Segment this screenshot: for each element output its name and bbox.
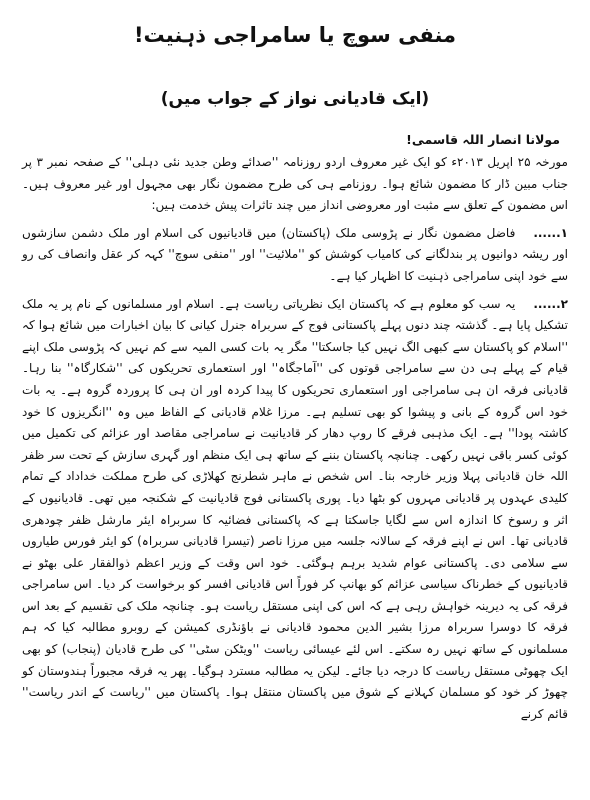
point-number: ۱...... [533, 225, 568, 240]
point-number: ۲...... [533, 296, 568, 311]
article-subtitle: (ایک قادیانی نواز کے جواب میں) [160, 89, 430, 109]
paragraph-text: یہ سب کو معلوم ہے کہ پاکستان ایک نظریاتی ریاست ہے۔ اسلام اور مسلمانوں کے نام پر یہ ملک تشکیل پایا ہے۔ گذشتہ چند دنوں پہلے پاکستانی فوج کے سربراہ جنرل کیانی کا بیان اخبارات میں شائع ہوا کہ ''اسلام کو پاکستان سے کبھی الگ نہیں کیا جاسکتا'' مگر یہ بات کسی المیہ سے کم نہیں کہ پڑوسی ملک اپنے قیام کے پہلے ہی دن سے سامراجی قوتوں کی ''آماجگاہ'' اور استعماری تحریکوں کی ''شکارگاہ'' بنا رہا۔ قادیانی فرقہ ان ہی سامراجی اور استعماری تحریکوں کا پیدا کردہ اور ان ہی کا پروردہ گروہ ہے۔ یہ بات خود اس گروہ کے بانی و پیشوا کو بھی تسلیم ہے۔ مرزا غلام قادیانی کے الفاظ میں وہ ''انگریزوں کا خود کاشتہ پودا'' ہے۔ ایک مذہبی فرقے کا روپ دھار کر قادیانیت نے سامراجی مقاصد اور عزائم کی تکمیل میں کوئی کسر باقی نہیں رکھی۔ چنانچہ پاکستان بننے کے ساتھ ہی ایک منظم اور گہری سازش کے تحت سر ظفر اللہ خان قادیانی پہلا وزیر خارجہ بنا۔ اس شخص نے ماہر شطرنج کھلاڑی کی طرح مملکت خداداد کے تمام کلیدی عہدوں پر قادیانی مہروں کو بٹھا دیا۔ پوری پاکستانی فوج قادیانیت کے شکنجہ میں تھی۔ قادیانیوں کے اثر و رسوخ کا اندازہ اس سے لگایا جاسکتا ہے کہ پاکستانی فضائیہ کا سربراہ ایئر مارشل ظفر چودھری قادیانی تھا۔ اس نے اپنے فرقہ کے سالانہ جلسہ میں مرزا ناصر (تیسرا قادیانی سربراہ) کو ایئر فورس طیاروں سے سلامی دی۔ پاکستانی عوام شدید برہم ہوگئی۔ خود اس وقت کے وزیر اعظم ذوالفقار علی بھٹو نے قادیانیوں کے خطرناک سیاسی عزائم کو بھانپ کر فوراً اس قادیانی افسر کو برخواست کر دیا۔ اس سامراجی فرقہ کی یہ دیرینہ خواہش رہی ہے کہ اس کی اپنی مستقل ریاست ہو۔ چنانچہ ملک کی تقسیم کے بعد اس فرقہ کا دوسرا سربراہ مرزا بشیر الدین محمود قادیانی نے باؤنڈری کمیشن کے روبرو مطالبہ کیا کہ ہم مسلمانوں کے ساتھ نہیں رہ سکتے۔ اس لئے عیسائی ریاست ''ویٹکن سٹی'' کی طرح قادیان (پنجاب) کو بھی ایک چھوٹی مستقل ریاست کا درجہ دیا جائے۔ لیکن یہ مطالبہ مسترد ہوگیا۔ پھر یہ فرقہ مجبوراً ہندوستان کو چھوڑ کر خود کو مسلمان کہلانے کے شوق میں پاکستان منتقل ہوا۔ پاکستان میں ''ریاست کے اندر ریاست'' قائم کرنے [22, 296, 568, 721]
paragraph-text: مورخہ ۲۵ اپریل ۲۰۱۳ء کو ایک غیر معروف اردو روزنامہ ''صدائے وطن جدید نئی دہلی'' کے صفحہ نمبر ۳ پر جناب مبین ڈار کا مضمون شائع ہوا۔ روزنامے ہی کی طرح مضمون نگار بھی مجہول اور غیر معروف ہیں۔ اس مضمون کے تعلق سے مثبت اور معروضی انداز میں چند تاثرات پیش خدمت ہیں: [22, 155, 568, 213]
paragraph-intro [22, 152, 568, 217]
author-name: مولانا انصار اللہ قاسمی! [406, 132, 560, 147]
article-body [22, 152, 568, 725]
article-title: منفی سوچ یا سامراجی ذہنیت! [133, 23, 457, 47]
paragraph-point-2 [22, 294, 568, 726]
paragraph-point-1 [22, 223, 568, 288]
paragraph-text: فاضل مضمون نگار نے پڑوسی ملک (پاکستان) میں قادیانیوں کی اسلام اور ملک دشمن سازشوں اور ریشہ دوانیوں پر بندلگانے کی کامیاب کوشش کو ''ملائیت'' اور ''منفی سوچ'' کہہ کر عقل وانصاف کی رو سے خود اپنی سامراجی ذہنیت کا اظہار کیا ہے۔ [22, 225, 568, 283]
